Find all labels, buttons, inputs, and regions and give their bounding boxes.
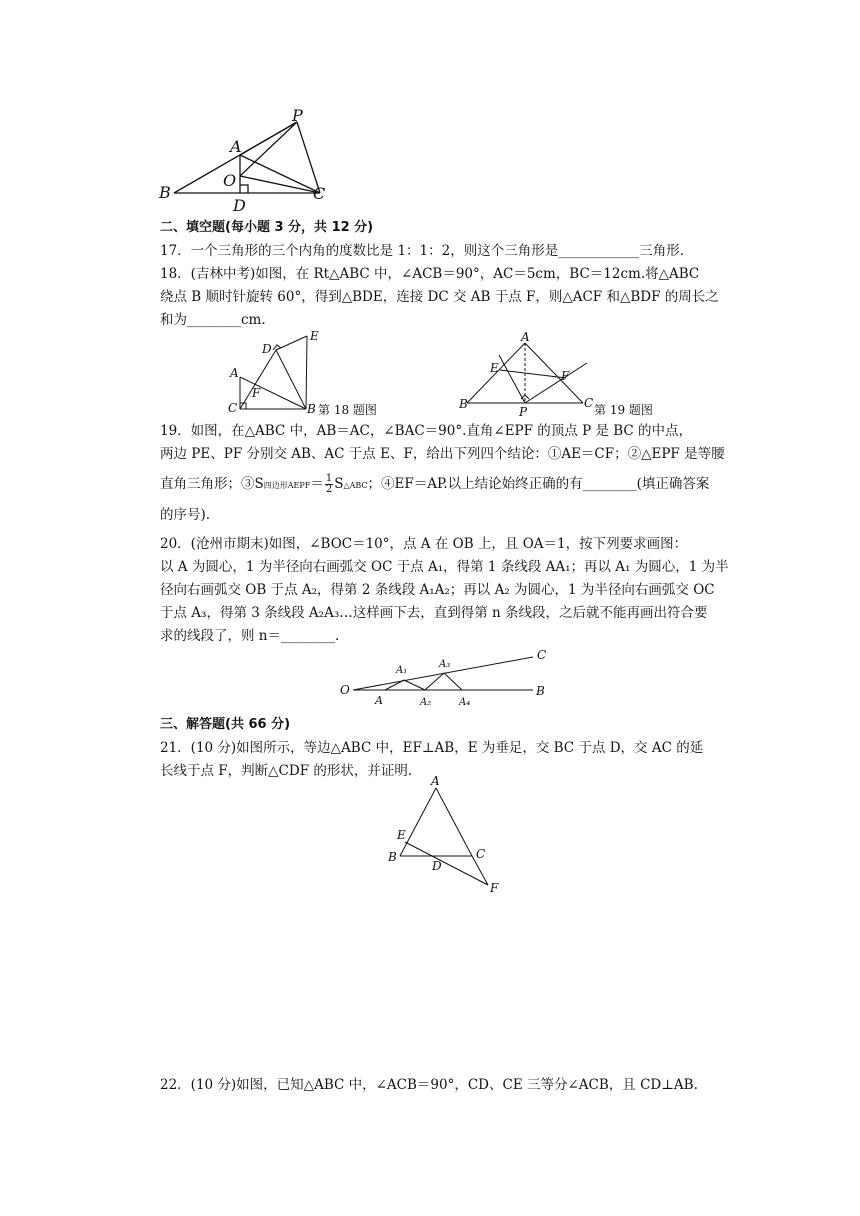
fig20-label-B: B [536, 684, 545, 698]
q19-text-1: 19．如图，在△ABC 中，AB＝AC，∠BAC＝90°.直角∠EPF 的顶点 P 是 BC 的中点， [160, 423, 693, 439]
figure-q19 [0, 320, 860, 420]
label-B: B [159, 183, 171, 202]
q17-text: 17．一个三角形的三个内角的度数比是 1：1：2，则这个三角形是____________三角形． [160, 243, 694, 259]
figure-q21 [0, 775, 860, 895]
q20-text-1: 20．(沧州市期末)如图，∠BOC＝10°，点 A 在 OB 上，且 OA＝1，按下列要求画图： [160, 536, 688, 552]
fig19-label-F: F [561, 369, 570, 383]
q18-text-1: 18．(吉林中考)如图，在 Rt△ABC 中，∠ACB＝90°，AC＝5cm，BC＝12cm.将△ABC [160, 266, 700, 282]
q20-text-3: 径向右画弧交 OB 于点 A₂，得第 2 条线段 A₁A₂；再以 A₂ 为圆心，1 为半径向右画弧交 OC [160, 582, 715, 598]
q20-text-4: 于点 A₃，得第 3 条线段 A₂A₃…这样画下去，直到得第 n 条线段，之后就不能再画出符合要 [160, 605, 708, 621]
fig20-label-A2: A₂ [420, 697, 432, 708]
q20-text-5: 求的线段了，则 n＝________. [160, 628, 340, 644]
fig18-label-C: C [228, 401, 238, 415]
q19-text-2: 两边 PE、PF 分别交 AB、AC 于点 E、F，给出下列四个结论：①AE＝CF；②△EPF 是等腰 [160, 446, 725, 462]
q21-text-1: 21．(10 分)如图所示，等边△ABC 中，EF⊥AB，E 为垂足，交 BC 于点 D，交 AC 的延 [160, 740, 704, 756]
fig21-label-E: E [397, 828, 406, 842]
fig20-label-A3: A₃ [439, 659, 451, 670]
q19-text-3: 直角三角形；③S四边形AEPF＝ $\frac{1}{2}$ S△ABC；④EF＝AP.以上结论始终正确的有________(填正确答案 [160, 473, 710, 495]
q22-text: 22．(10 分)如图，已知△ABC 中，∠ACB＝90°，CD、CE 三等分∠ACB，且 CD⊥AB. [160, 1077, 698, 1093]
fig18-label-A: A [230, 366, 239, 380]
fig18-label-F: F [252, 386, 261, 400]
q18-text-2: 绕点 B 顺时针旋转 60°，得到△BDE，连接 DC 交 AB 于点 F，则△ACF 和△BDF 的周长之 [160, 289, 719, 305]
fig19-label-P: P [519, 405, 528, 419]
label-O: O [223, 171, 237, 190]
fig21-label-B: B [388, 850, 397, 864]
fig19-label-C: C [584, 396, 594, 410]
label-D: D [233, 196, 246, 215]
fig20-label-C: C [537, 648, 547, 662]
section-heading-solutions: 三、解答题(共 66 分) [160, 717, 291, 732]
fig18-label-D: D [262, 342, 272, 356]
figure-q20 [0, 645, 860, 715]
fig21-label-A: A [431, 774, 440, 788]
fig19-label-A: A [521, 330, 530, 344]
fig21-label-D: D [432, 859, 442, 873]
fig19-label-B: B [459, 397, 468, 411]
fig18-label-E: E [310, 329, 319, 343]
label-C: C [313, 184, 326, 203]
fig20-label-A4: A₄ [459, 697, 471, 708]
fig20-label-A1: A₁ [396, 665, 408, 676]
fig20-label-O: O [340, 683, 350, 697]
q21-text-2: 长线于点 F，判断△CDF 的形状，并证明. [160, 763, 413, 779]
label-P: P [292, 106, 303, 125]
fig21-label-C: C [476, 847, 486, 861]
fig19-label-E: E [490, 361, 499, 375]
q18-text-3: 和为________cm. [160, 312, 266, 328]
q20-text-2: 以 A 为圆心，1 为半径向右画弧交 OC 于点 A₁，得第 1 条线段 AA₁；再以 A₁ 为圆心，1 为半 [160, 559, 729, 575]
label-A: A [230, 137, 242, 156]
fig21-label-F: F [490, 881, 499, 895]
fig20-label-A: A [375, 694, 383, 707]
fig19-caption: 第 19 题图 [594, 403, 653, 417]
section-heading-fill-in: 二、填空题(每小题 3 分，共 12 分) [160, 220, 374, 235]
figure-triangle-pabc [0, 0, 860, 220]
q19-text-4: 的序号). [160, 507, 211, 523]
fig18-label-B: B [307, 402, 316, 416]
fig18-caption: 第 18 题图 [318, 403, 377, 417]
